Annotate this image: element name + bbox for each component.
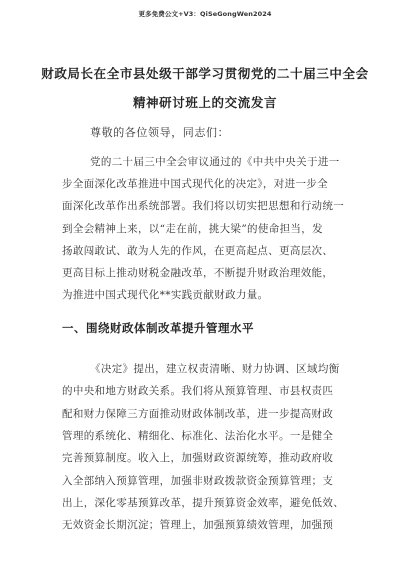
section-line: 的中央和地方财政关系。我们将从预算管理、市县权责匹 xyxy=(62,385,334,397)
intro-line: 为推进中国式现代化**实践贡献财政力量。 xyxy=(62,289,269,301)
section-line: 配和财力保障三方面推动财政体制改革，进一步提高财政 xyxy=(62,408,334,420)
document-title-line-2: 精神研讨班上的交流发言 xyxy=(132,95,278,110)
section-heading: 一、围绕财政体制改革提升管理水平 xyxy=(62,321,254,335)
section-line: 入全部纳入预算管理，加强非财政拨款资金预算管理；支 xyxy=(62,475,334,487)
section-line: 无效资金长期沉淀；管理上，加强预算绩效管理，加强预 xyxy=(62,519,334,531)
page-header-banner: 更多免费公文+V3：QiSeGongWen2024 xyxy=(138,10,272,18)
salutation: 尊敬的各位领导，同志们： xyxy=(90,126,230,139)
document-title-line-1: 财政局长在全市县处级干部学习贯彻党的二十届三中全会 xyxy=(41,66,369,81)
section-line: 《决定》提出，建立权责清晰、财力协调、区域均衡 xyxy=(90,363,340,375)
intro-line: 到全会精神上来，以“走在前，挑大梁”的使命担当，发 xyxy=(62,223,323,235)
intro-line: 党的二十届三中全会审议通过的《中共中央关于进一 xyxy=(90,156,340,168)
intro-line: 扬敢闯敢试、敢为人先的作风，在更高起点、更高层次、 xyxy=(62,245,334,257)
intro-line: 更高目标上推动财税金融改革，不断提升财政治理效能， xyxy=(62,267,334,279)
section-line: 管理的系统化、精细化、标准化、法治化水平。一是健全 xyxy=(62,430,334,442)
intro-line: 面深化改革作出系统部署。我们将以切实把思想和行动统一 xyxy=(62,200,345,212)
section-line: 完善预算制度。收入上，加强财政资源统筹，推动政府收 xyxy=(62,452,334,464)
intro-line: 步全面深化改革推进中国式现代化的决定》，对进一步全 xyxy=(62,178,328,190)
section-line: 出上，深化零基预算改革，提升预算资金效率，避免低效、 xyxy=(62,497,345,509)
